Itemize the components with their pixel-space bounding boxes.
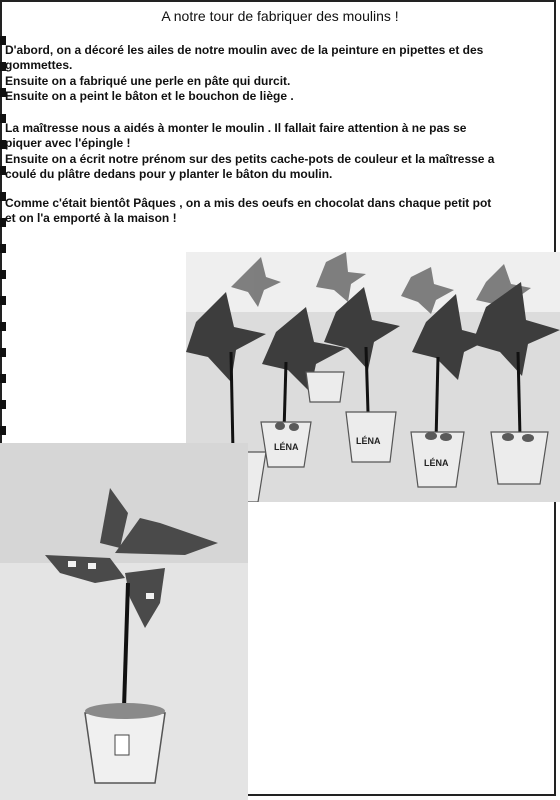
page-title: A notre tour de fabriquer des moulins !: [161, 8, 399, 24]
pot-label: LÉNA: [356, 436, 381, 446]
paragraph-line: Ensuite on a peint le bâton et le bouchon de liège .: [5, 88, 294, 103]
paragraph-line: piquer avec l'épingle !: [5, 136, 131, 151]
paragraph-decoration: [5, 43, 553, 104]
paragraph-line: coulé du plâtre dedans pour y planter le bâton du moulin.: [5, 166, 333, 181]
photo-pinwheel-single: [0, 443, 248, 800]
paragraph-line: La maîtresse nous a aidés à monter le moulin . Il fallait faire attention à ne pas se: [5, 121, 467, 135]
paragraph-line: Ensuite on a fabriqué une perle en pâte qui durcit.: [5, 73, 291, 88]
paragraph-easter: [5, 196, 553, 227]
paragraph-line: D'abord, on a décoré les ailes de notre moulin avec de la peinture en pipettes et des: [5, 43, 484, 57]
paragraph-line: Ensuite on a écrit notre prénom sur des petits cache-pots de couleur et la maîtresse a: [5, 151, 495, 166]
paragraph-line: et on l'a emporté à la maison !: [5, 211, 177, 226]
paragraph-line: Comme c'était bientôt Pâques , on a mis des oeufs en chocolat dans chaque petit pot: [5, 196, 492, 210]
pot-label: LÉNA: [424, 458, 449, 468]
paragraph-line: gommettes.: [5, 58, 73, 73]
pot-label: LÉNA: [274, 442, 299, 452]
paragraph-assembly: [5, 121, 553, 182]
